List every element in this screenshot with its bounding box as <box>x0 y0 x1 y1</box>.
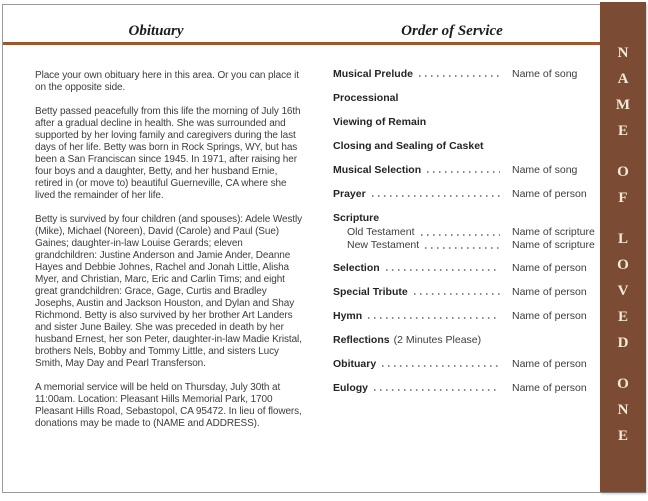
service-item-label: Hymn <box>333 310 363 322</box>
banner-letter: N <box>617 45 629 61</box>
service-item-label: New Testament <box>347 239 420 251</box>
dot-leader <box>386 269 500 271</box>
banner-letter: E <box>617 428 628 444</box>
obituary-paragraph: Place your own obituary here in this area. Or you can place it on the opposite side. <box>35 70 299 93</box>
banner-letter: E <box>617 309 628 325</box>
service-item-label: Closing and Sealing of Casket <box>333 140 484 152</box>
service-item <box>333 262 600 274</box>
obituary-paragraph: Betty passed peacefully from this life the morning of July 16th after a gradual decline in health. She was surrounded and supported by her loving family and caregivers during the last days of her life. Betty was born in Rock Springs, WY, but has been a San Franciscan since 1945. In 1971, after raising her four boys and a daughter, Betty, and her husband Ernie, retired in (or move to) beautiful Guerneville, CA where she lived the remainder of her life. <box>35 106 301 201</box>
banner-letter: A <box>617 71 629 87</box>
service-item <box>333 188 600 200</box>
service-item-label: Musical Prelude <box>333 68 413 80</box>
banner-letter: F <box>618 190 628 206</box>
banner-letter: L <box>617 231 628 247</box>
dot-leader <box>425 247 500 249</box>
service-item <box>333 212 600 224</box>
service-item <box>333 310 600 322</box>
service-item-value: Name of song <box>512 164 578 176</box>
service-item <box>347 239 600 252</box>
service-item-value: Name of person <box>512 286 587 298</box>
service-item-value: Name of scripture <box>512 226 595 238</box>
service-item-value: Name of person <box>512 310 587 322</box>
obituary-text <box>35 70 303 442</box>
service-item-label: Processional <box>333 92 399 104</box>
service-item <box>333 334 600 346</box>
header-divider-rule <box>3 42 600 45</box>
service-item-value: Name of scripture <box>512 239 595 251</box>
banner-letter: M <box>615 97 631 113</box>
service-item-label: Selection <box>333 262 380 274</box>
service-item <box>333 116 600 128</box>
service-item-value: Name of person <box>512 382 587 394</box>
service-item-label: Reflections <box>333 334 390 346</box>
name-banner-letters <box>600 2 646 449</box>
service-item-label: Eulogy <box>333 382 369 394</box>
service-item <box>333 164 600 176</box>
name-banner <box>600 2 646 492</box>
service-item-value: Name of person <box>512 262 587 274</box>
service-item-note: (2 Minutes Please) <box>393 334 482 346</box>
banner-letter: O <box>617 164 629 180</box>
service-item <box>347 226 600 239</box>
service-item-value: Name of person <box>512 358 587 370</box>
banner-letter: O <box>617 376 629 392</box>
service-item <box>333 92 600 104</box>
service-item-label: Prayer <box>333 188 366 200</box>
banner-letter: O <box>617 257 629 273</box>
dot-leader <box>372 195 500 197</box>
banner-letter: N <box>617 402 629 418</box>
dot-leader <box>427 171 500 173</box>
dot-leader <box>421 234 500 236</box>
service-item-value: Name of person <box>512 188 587 200</box>
service-item-label: Viewing of Remain <box>333 116 427 128</box>
banner-letter: D <box>617 335 629 351</box>
banner-letter: V <box>617 283 629 299</box>
service-item-label: Musical Selection <box>333 164 422 176</box>
service-item-label: Old Testament <box>347 226 415 238</box>
scripture-subgroup <box>347 226 600 252</box>
service-item <box>333 286 600 298</box>
dot-leader <box>374 389 500 391</box>
obituary-paragraph: Betty is survived by four children (and spouses): Adele Westly (Mike), Michael (Noreen), David (Carole) and Paul (Sue) Gaines; daughter-in-law Louise Gerards; eleven grandchildren: Justine Anderson and Jamie Ander, Deanne Hayes and Debbie Johnes, Rachel and Jonah Little, Alisha Myer, and Christian, Marc, Eric and Carlin Tims; and eight great grandchildren: Grace, Gage, Curtis and Bradley Josephs, Austin and Jackson Houston, and Dylan and Shay Richmond. Betty is also survived by her brother Art Landers and sister June Bailey. She was preceded in death by her husband Ernest, her son Peter, daughter-in-law Madie Kristal, brothers Nels, Bobby and Tommy Little, and sisters Lucy Smith, May Day and Pearl Transferson. <box>35 214 303 369</box>
service-item-value: Name of song <box>512 68 578 80</box>
service-item <box>333 140 600 152</box>
dot-leader <box>382 365 500 367</box>
service-item-label: Scripture <box>333 212 380 224</box>
service-item <box>333 358 600 370</box>
service-item-label: Obituary <box>333 358 377 370</box>
order-of-service-header: Order of Service <box>401 23 503 39</box>
order-of-service-list <box>333 68 600 406</box>
dot-leader <box>414 293 500 295</box>
service-item <box>333 382 600 394</box>
service-item <box>333 68 600 80</box>
obituary-paragraph: A memorial service will be held on Thursday, July 30th at 11:00am. Location: Pleasant Hills Memorial Park, 1700 Pleasant Hills Road, Sebastopol, CA 95472. In lieu of flowers, donations may be made to (NAME and ADDRESS). <box>35 382 302 429</box>
dot-leader <box>419 75 500 77</box>
service-item-label: Special Tribute <box>333 286 408 298</box>
dot-leader <box>368 317 500 319</box>
banner-letter: E <box>617 123 628 139</box>
obituary-header: Obituary <box>128 23 184 39</box>
